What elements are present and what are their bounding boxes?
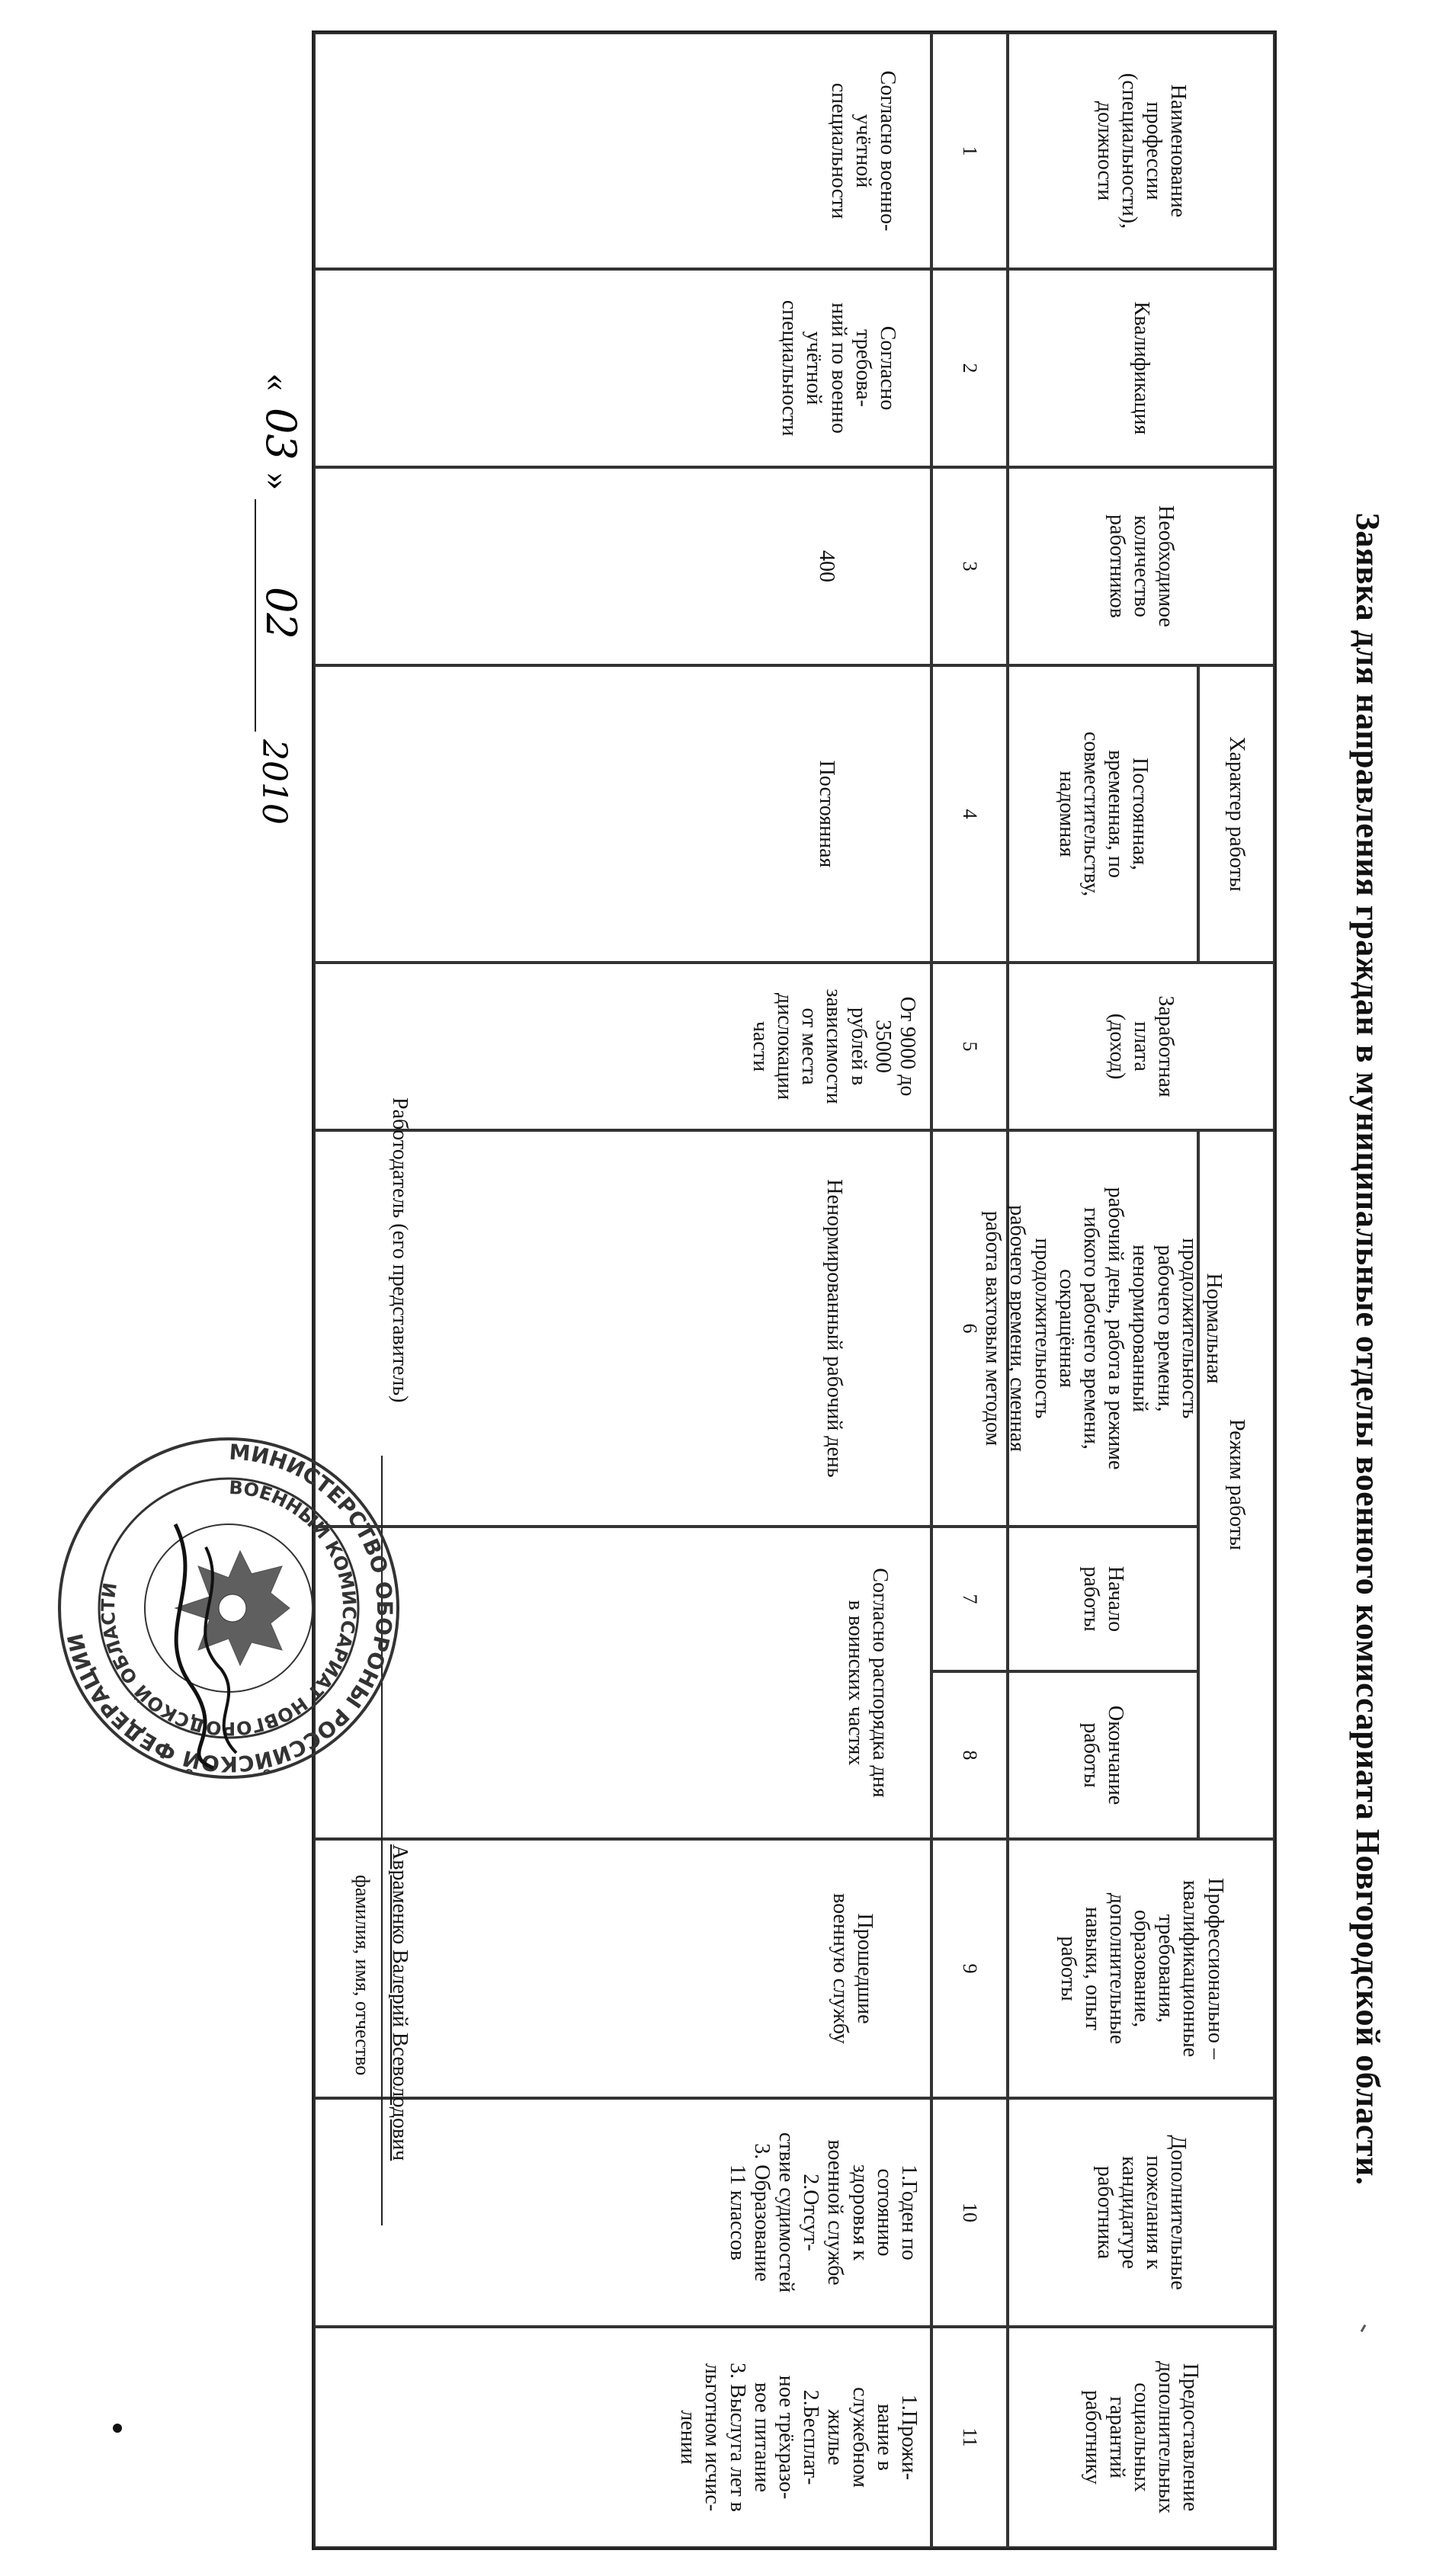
document-title: Заявка для направления граждан в муниципальные отделы военного комиссариата Новгородской области. (1349, 512, 1387, 2186)
column-number: 10 (931, 2098, 1008, 2327)
ink-dot (113, 2424, 122, 2433)
cell-qualification: Согласно требова- ний по военно учётной специальности (314, 269, 931, 467)
header-start: Начало работы (1008, 1527, 1198, 1671)
cell-requirements: Прошедшие военную службу (314, 1839, 931, 2098)
date-close-quote: » (259, 473, 298, 490)
cell-wishes: 1.Годен по сотоянию здоровья к военной службе 2.Отсут- ствие судимостей 3. Образование 11 классов (314, 2098, 931, 2327)
header-worker-count: Необходимое количество работников (1008, 467, 1274, 665)
cell-guarantees: 1.Прожи- вание в служебном жилье 2.Бесплат- ное трёхразо- вое питание 3. Выслуга лет в льготном исчис- лении (314, 2327, 931, 2548)
date-day: 03 (257, 408, 305, 460)
header-requirements: Профессионально – квалификационные требования, образование, дополнительные навыки, опыт работы (1008, 1839, 1274, 2098)
header-wishes: Дополнительные пожелания к кандидатуре работника (1008, 2098, 1274, 2327)
date-field (221, 366, 328, 899)
cell-employment-type: Постоянная (314, 665, 931, 963)
column-number: 6 (931, 1130, 1008, 1527)
handwritten-date (221, 366, 328, 899)
cell-profession: Согласно военно- учётной специальности (314, 33, 931, 269)
header-guarantees: Предоставление дополнительных социальных гарантий работнику (1008, 2327, 1274, 2548)
column-number: 2 (931, 269, 1008, 467)
header-qualification: Квалификация (1008, 269, 1274, 467)
cell-worker-count: 400 (314, 467, 931, 665)
column-number: 5 (931, 963, 1008, 1130)
stamp-inner-text: ВОЕННЫЙ КОМИССАРИАТ НОВГОРОДСКОЙ ОБЛАСТИ (97, 1476, 361, 1740)
column-number: 4 (931, 665, 1008, 963)
header-end: Окончание работы (1008, 1671, 1198, 1839)
employer-name: Авраменко Валерий Всеволодович (388, 1844, 412, 2161)
cell-salary: От 9000 до 35000 рублей в зависимости от места дислокации части (314, 963, 931, 1130)
employer-caption: фамилия, имя, отчество (351, 1875, 373, 2076)
column-number: 11 (931, 2327, 1008, 2548)
employer-label: Работодатель (его представитель) (388, 1097, 412, 1403)
official-stamp (53, 1433, 404, 1783)
header-employment-type: Постоянная, временная, по совместительству, надомная (1008, 665, 1198, 963)
date-year: 2010 (255, 739, 293, 825)
eagle-emblem-icon (175, 1551, 290, 1665)
column-number: 8 (931, 1671, 1008, 1839)
column-number: 1 (931, 33, 1008, 269)
cell-working-time: Ненормированный рабочий день (314, 1130, 931, 1527)
date-month: 02 (257, 587, 305, 639)
cell-schedule: Согласно распорядка дня в воинских частях (314, 1527, 931, 1839)
header-profession: Наименование профессии (специальности), должности (1008, 33, 1274, 269)
request-table (312, 30, 1277, 2550)
stamp-outer-text: МИНИСТЕРСТВО ОБОРОНЫ РОССИЙСКОЙ ФЕДЕРАЦИИ (62, 1439, 398, 1777)
column-number: 3 (931, 467, 1008, 665)
group-header-work-character: Характер работы (1198, 665, 1274, 963)
group-header-work-mode: Режим работы (1198, 1130, 1274, 1839)
column-number: 7 (931, 1527, 1008, 1671)
date-open-quote: « (259, 373, 298, 391)
header-salary: Заработная плата (доход) (1008, 963, 1274, 1130)
column-number: 9 (931, 1839, 1008, 2098)
header-working-time: Нормальная продолжительность рабочего времени, ненормированный рабочий день, работа в режиме гибкого рабочего времени, сокращённая продолжительность рабочего времени, сменная работа вахтовым методом (1008, 1130, 1198, 1527)
